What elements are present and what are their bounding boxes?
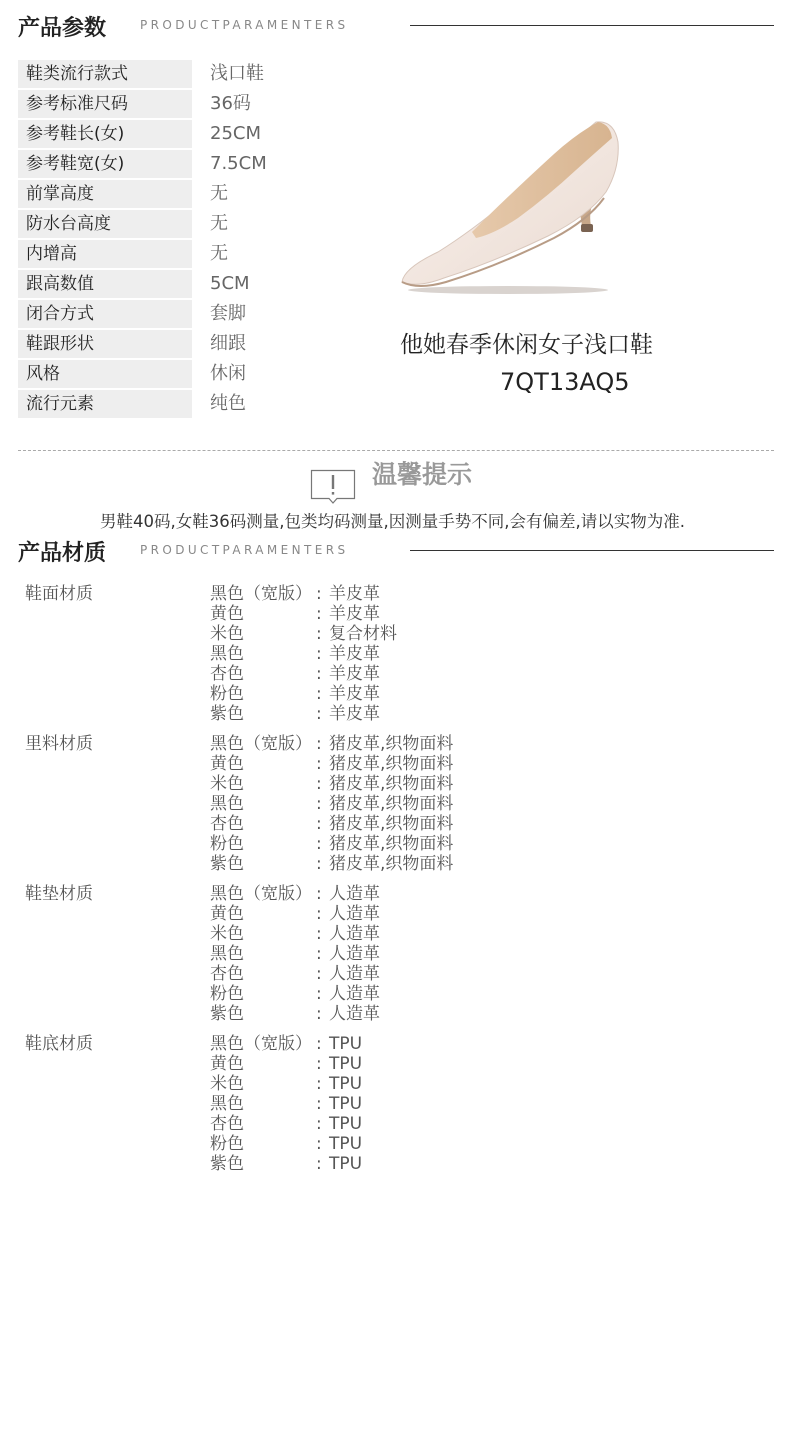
product-shoe-image bbox=[398, 112, 630, 298]
material-value: 猪皮革,织物面料 bbox=[329, 774, 454, 794]
material-value: 复合材料 bbox=[329, 624, 397, 644]
param-value: 25CM bbox=[210, 123, 262, 144]
param-value: 无 bbox=[210, 213, 228, 234]
material-color: 粉色 bbox=[210, 834, 244, 854]
notice-title: 温馨提示 bbox=[372, 460, 473, 489]
material-value: TPU bbox=[329, 1054, 363, 1074]
material-color: 黑色 bbox=[210, 944, 244, 964]
material-value: TPU bbox=[329, 1114, 363, 1134]
material-separator: : bbox=[316, 774, 322, 794]
section-title-params: 产品参数 bbox=[18, 16, 107, 41]
notice-text: 男鞋40码,女鞋36码测量,包类均码测量,因测量手势不同,会有偏差,请以实物为准. bbox=[100, 512, 685, 531]
material-separator: : bbox=[316, 944, 322, 964]
section-subtitle-params: PRODUCTPARAMENTERS bbox=[140, 18, 349, 32]
param-key: 参考标准尺码 bbox=[18, 90, 192, 118]
material-value: 人造革 bbox=[329, 924, 380, 944]
material-color: 紫色 bbox=[210, 1004, 244, 1024]
material-color: 黑色（宽版） bbox=[210, 584, 312, 604]
material-color: 黄色 bbox=[210, 1054, 244, 1074]
material-color: 黄色 bbox=[210, 754, 244, 774]
material-color: 黄色 bbox=[210, 604, 244, 624]
product-name: 他她春季休闲女子浅口鞋 bbox=[400, 332, 653, 358]
material-color: 黑色 bbox=[210, 1094, 244, 1114]
material-separator: : bbox=[316, 1004, 322, 1024]
material-separator: : bbox=[316, 1154, 322, 1174]
material-color: 粉色 bbox=[210, 684, 244, 704]
section-title-materials: 产品材质 bbox=[18, 541, 107, 566]
material-separator: : bbox=[316, 584, 322, 604]
material-separator: : bbox=[316, 1074, 322, 1094]
material-value: 羊皮革 bbox=[329, 584, 380, 604]
material-color: 黑色（宽版） bbox=[210, 1034, 312, 1054]
material-separator: : bbox=[316, 604, 322, 624]
material-value: 猪皮革,织物面料 bbox=[329, 834, 454, 854]
param-key: 跟高数值 bbox=[18, 270, 192, 298]
material-color: 黑色 bbox=[210, 794, 244, 814]
material-color: 紫色 bbox=[210, 854, 244, 874]
material-separator: : bbox=[316, 664, 322, 684]
material-color: 米色 bbox=[210, 924, 244, 944]
param-value: 休闲 bbox=[210, 363, 246, 384]
material-separator: : bbox=[316, 684, 322, 704]
material-color: 黄色 bbox=[210, 904, 244, 924]
material-separator: : bbox=[316, 834, 322, 854]
param-value: 无 bbox=[210, 243, 228, 264]
material-separator: : bbox=[316, 754, 322, 774]
dashed-divider bbox=[18, 450, 774, 451]
material-value: TPU bbox=[329, 1074, 363, 1094]
material-value: 羊皮革 bbox=[329, 604, 380, 624]
material-color: 米色 bbox=[210, 1074, 244, 1094]
material-color: 粉色 bbox=[210, 1134, 244, 1154]
material-value: 人造革 bbox=[329, 964, 380, 984]
param-value: 36码 bbox=[210, 93, 251, 114]
material-color: 黑色（宽版） bbox=[210, 734, 312, 754]
param-value: 7.5CM bbox=[210, 153, 267, 174]
material-color: 黑色 bbox=[210, 644, 244, 664]
product-code: 7QT13AQ5 bbox=[500, 368, 630, 396]
material-color: 杏色 bbox=[210, 964, 244, 984]
section-divider-params bbox=[410, 25, 774, 26]
material-separator: : bbox=[316, 854, 322, 874]
material-value: 猪皮革,织物面料 bbox=[329, 794, 454, 814]
material-separator: : bbox=[316, 904, 322, 924]
material-value: TPU bbox=[329, 1034, 363, 1054]
material-separator: : bbox=[316, 794, 322, 814]
exclamation-speech-bubble-icon bbox=[310, 469, 356, 505]
material-separator: : bbox=[316, 704, 322, 724]
param-key: 参考鞋长(女) bbox=[18, 120, 192, 148]
param-key: 流行元素 bbox=[18, 390, 192, 418]
material-value: 人造革 bbox=[329, 904, 380, 924]
material-value: 猪皮革,织物面料 bbox=[329, 734, 454, 754]
material-label: 鞋面材质 bbox=[25, 584, 93, 604]
material-color: 米色 bbox=[210, 624, 244, 644]
param-key: 防水台高度 bbox=[18, 210, 192, 238]
material-separator: : bbox=[316, 1134, 322, 1154]
material-color: 黑色（宽版） bbox=[210, 884, 312, 904]
material-color: 米色 bbox=[210, 774, 244, 794]
material-value: TPU bbox=[329, 1134, 363, 1154]
material-color: 杏色 bbox=[210, 814, 244, 834]
material-value: TPU bbox=[329, 1094, 363, 1114]
param-value: 5CM bbox=[210, 273, 250, 294]
material-color: 紫色 bbox=[210, 704, 244, 724]
param-value: 细跟 bbox=[210, 333, 246, 354]
material-value: 羊皮革 bbox=[329, 684, 380, 704]
material-color: 粉色 bbox=[210, 984, 244, 1004]
material-label: 鞋底材质 bbox=[25, 1034, 93, 1054]
param-key: 前掌高度 bbox=[18, 180, 192, 208]
material-value: 人造革 bbox=[329, 984, 380, 1004]
material-separator: : bbox=[316, 644, 322, 664]
material-value: 人造革 bbox=[329, 944, 380, 964]
material-separator: : bbox=[316, 814, 322, 834]
param-value: 浅口鞋 bbox=[210, 63, 264, 84]
material-value: 人造革 bbox=[329, 1004, 380, 1024]
param-value: 套脚 bbox=[210, 303, 246, 324]
material-value: 人造革 bbox=[329, 884, 380, 904]
material-separator: : bbox=[316, 924, 322, 944]
material-separator: : bbox=[316, 1094, 322, 1114]
material-value: 猪皮革,织物面料 bbox=[329, 814, 454, 834]
material-value: 猪皮革,织物面料 bbox=[329, 754, 454, 774]
material-separator: : bbox=[316, 964, 322, 984]
section-divider-materials bbox=[410, 550, 774, 551]
material-separator: : bbox=[316, 1034, 322, 1054]
param-key: 风格 bbox=[18, 360, 192, 388]
material-separator: : bbox=[316, 624, 322, 644]
param-key: 鞋跟形状 bbox=[18, 330, 192, 358]
material-value: 羊皮革 bbox=[329, 644, 380, 664]
material-label: 里料材质 bbox=[25, 734, 93, 754]
material-color: 紫色 bbox=[210, 1154, 244, 1174]
material-value: 猪皮革,织物面料 bbox=[329, 854, 454, 874]
material-separator: : bbox=[316, 734, 322, 754]
param-value: 无 bbox=[210, 183, 228, 204]
param-key: 参考鞋宽(女) bbox=[18, 150, 192, 178]
section-subtitle-materials: PRODUCTPARAMENTERS bbox=[140, 543, 349, 557]
material-value: 羊皮革 bbox=[329, 664, 380, 684]
param-key: 鞋类流行款式 bbox=[18, 60, 192, 88]
material-separator: : bbox=[316, 1054, 322, 1074]
param-key: 内增高 bbox=[18, 240, 192, 268]
material-value: 羊皮革 bbox=[329, 704, 380, 724]
material-color: 杏色 bbox=[210, 1114, 244, 1134]
param-value: 纯色 bbox=[210, 393, 246, 414]
param-key: 闭合方式 bbox=[18, 300, 192, 328]
material-separator: : bbox=[316, 984, 322, 1004]
material-separator: : bbox=[316, 884, 322, 904]
material-color: 杏色 bbox=[210, 664, 244, 684]
material-value: TPU bbox=[329, 1154, 363, 1174]
material-label: 鞋垫材质 bbox=[25, 884, 93, 904]
material-separator: : bbox=[316, 1114, 322, 1134]
